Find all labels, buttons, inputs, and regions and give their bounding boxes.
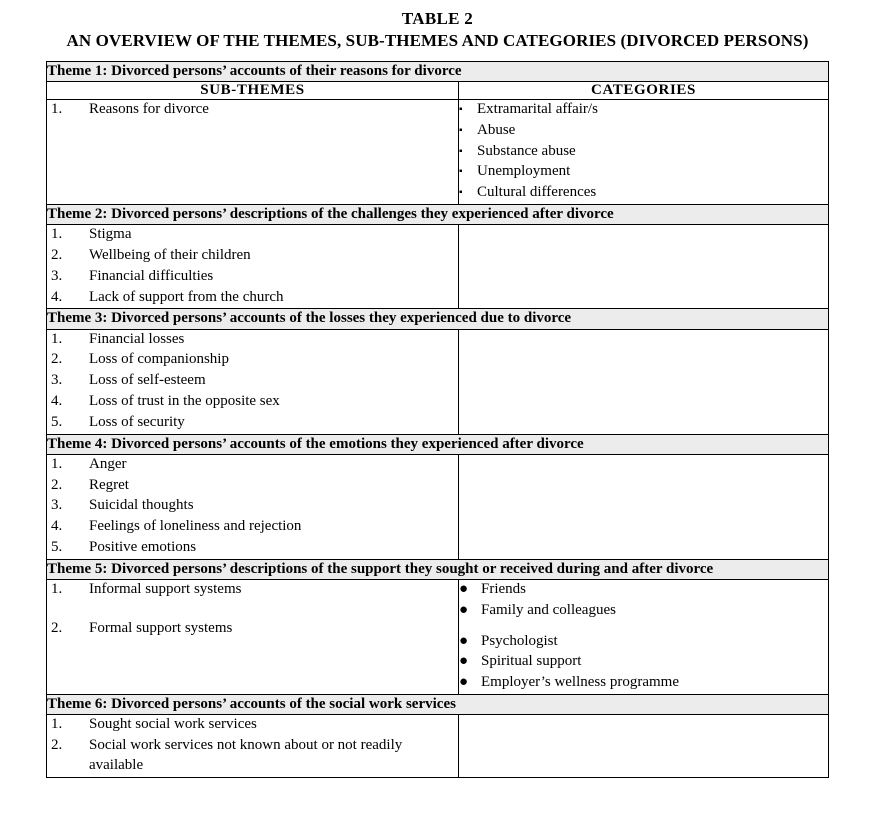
item-label: Spiritual support xyxy=(480,653,582,670)
categories-cell-6 xyxy=(458,715,828,777)
item-number: 2. xyxy=(50,736,63,753)
item-label: Wellbeing of their children xyxy=(88,247,251,264)
theme-heading-6: Theme 6: Divorced persons’ accounts of the social work services xyxy=(46,694,828,714)
categories-cell-1 xyxy=(458,100,828,205)
list-item xyxy=(47,496,458,517)
table-row xyxy=(46,225,828,309)
square-bullet-icon: ▪ xyxy=(458,145,463,157)
round-bullet-icon: ● xyxy=(458,653,469,670)
table-row xyxy=(46,715,828,777)
item-label: Formal support systems xyxy=(88,619,233,636)
item-label: Psychologist xyxy=(480,632,558,649)
sub-themes-cell-1 xyxy=(46,100,458,205)
square-bullet-icon: ▪ xyxy=(458,124,463,136)
categories-cell-3 xyxy=(458,329,828,434)
column-header-categories: CATEGORIES xyxy=(458,82,828,100)
list-item xyxy=(47,476,458,497)
sub-theme-list-3 xyxy=(47,330,458,434)
item-label: Extramarital affair/s xyxy=(476,101,598,118)
item-number: 1. xyxy=(50,455,63,472)
item-label: Loss of trust in the opposite sex xyxy=(88,393,280,409)
sub-themes-cell-2 xyxy=(46,225,458,309)
item-number: 4. xyxy=(50,393,63,409)
table-row xyxy=(46,309,828,329)
item-label: Reasons for divorce xyxy=(88,101,209,118)
list-item xyxy=(47,517,458,538)
item-label: Lack of support from the church xyxy=(88,288,284,305)
table-row xyxy=(46,100,828,205)
theme-heading-1: Theme 1: Divorced persons’ accounts of their reasons for divorce xyxy=(46,61,828,81)
theme-heading-4: Theme 4: Divorced persons’ accounts of the emotions they experienced after divorce xyxy=(46,434,828,454)
column-header-sub-themes: SUB-THEMES xyxy=(46,82,458,100)
list-item xyxy=(47,580,458,601)
category-group-informal xyxy=(459,580,828,622)
table-row xyxy=(46,205,828,225)
sub-theme-list-6 xyxy=(47,715,458,776)
item-number: 1. xyxy=(50,716,63,733)
table-row xyxy=(46,61,828,81)
item-number: 1. xyxy=(50,330,63,347)
list-item xyxy=(47,100,458,121)
list-item xyxy=(47,267,458,288)
round-bullet-icon: ● xyxy=(458,632,469,649)
list-item xyxy=(47,225,458,246)
square-bullet-icon: ▪ xyxy=(458,187,463,199)
sub-theme-list-1 xyxy=(47,100,458,121)
sub-themes-cell-6 xyxy=(46,715,458,777)
list-item xyxy=(47,371,458,392)
categories-cell-2 xyxy=(458,225,828,309)
list-item xyxy=(459,183,828,204)
sub-themes-cell-5 xyxy=(46,579,458,694)
sub-themes-cell-3 xyxy=(46,329,458,434)
item-number: 5. xyxy=(50,538,63,555)
list-item xyxy=(459,162,828,183)
item-number: 1. xyxy=(50,101,63,118)
item-number: 1. xyxy=(50,226,63,243)
list-item xyxy=(47,392,458,413)
page-title xyxy=(12,8,863,53)
spacer xyxy=(47,601,458,619)
table-row xyxy=(46,454,828,559)
item-label: Financial difficulties xyxy=(88,267,214,284)
category-list-1 xyxy=(459,100,828,204)
list-item xyxy=(47,538,458,559)
categories-cell-5 xyxy=(458,579,828,694)
list-item xyxy=(47,455,458,476)
round-bullet-icon: ● xyxy=(458,580,469,597)
item-label: Social work services not known about or not readily available xyxy=(88,736,403,773)
theme-heading-3: Theme 3: Divorced persons’ accounts of the losses they experienced due to divorce xyxy=(46,309,828,329)
item-number: 2. xyxy=(50,247,63,264)
item-number: 2. xyxy=(50,619,63,636)
item-number: 1. xyxy=(50,580,63,597)
table-row xyxy=(46,82,828,100)
table-row xyxy=(46,579,828,694)
list-item xyxy=(47,736,458,777)
table-row xyxy=(46,329,828,434)
item-label: Employer’s wellness programme xyxy=(480,674,679,691)
round-bullet-icon: ● xyxy=(458,674,469,691)
spacer xyxy=(459,622,828,632)
item-label: Positive emotions xyxy=(88,538,197,555)
item-label: Family and colleagues xyxy=(480,601,616,618)
item-label: Informal support systems xyxy=(88,580,242,597)
item-label: Unemployment xyxy=(476,163,571,180)
square-bullet-icon: ▪ xyxy=(458,166,463,178)
table-row xyxy=(46,694,828,714)
item-label: Suicidal thoughts xyxy=(88,497,194,514)
sub-theme-list-5b xyxy=(47,619,458,640)
themes-table xyxy=(46,61,829,778)
list-item xyxy=(459,121,828,142)
list-item xyxy=(47,246,458,267)
list-item xyxy=(459,673,828,694)
item-label: Loss of self-esteem xyxy=(88,372,206,389)
item-label: Loss of security xyxy=(88,413,185,430)
item-number: 2. xyxy=(50,476,63,493)
item-number: 5. xyxy=(50,413,63,430)
sub-theme-list-4 xyxy=(47,455,458,559)
table-row xyxy=(46,559,828,579)
item-label: Substance abuse xyxy=(476,142,576,159)
list-item xyxy=(47,330,458,351)
list-item xyxy=(459,580,828,601)
item-label: Stigma xyxy=(88,226,132,243)
item-label: Regret xyxy=(88,476,129,493)
list-item xyxy=(459,142,828,163)
item-number: 2. xyxy=(50,351,63,368)
table-row xyxy=(46,434,828,454)
item-label: Loss of companionship xyxy=(88,351,229,368)
item-number: 3. xyxy=(50,267,63,284)
sub-themes-cell-4 xyxy=(46,454,458,559)
square-bullet-icon: ▪ xyxy=(458,104,463,116)
list-item xyxy=(47,619,458,640)
list-item xyxy=(459,652,828,673)
table-label: TABLE 2 xyxy=(401,9,474,28)
theme-heading-2: Theme 2: Divorced persons’ descriptions of the challenges they experienced after divorce xyxy=(46,205,828,225)
item-number: 3. xyxy=(50,497,63,514)
item-number: 3. xyxy=(50,372,63,389)
round-bullet-icon: ● xyxy=(458,601,469,618)
list-item xyxy=(47,350,458,371)
item-label: Sought social work services xyxy=(88,716,257,733)
list-item xyxy=(47,715,458,736)
item-label: Financial losses xyxy=(88,330,185,347)
sub-theme-list-2 xyxy=(47,225,458,308)
list-item xyxy=(47,413,458,434)
item-label: Friends xyxy=(480,580,526,597)
table-title: AN OVERVIEW OF THE THEMES, SUB-THEMES AND CATEGORIES (DIVORCED PERSONS) xyxy=(66,31,809,51)
list-item xyxy=(459,601,828,622)
theme-heading-5: Theme 5: Divorced persons’ descriptions of the support they sought or received during and after divorce xyxy=(46,559,828,579)
item-number: 4. xyxy=(50,518,63,535)
list-item xyxy=(47,288,458,309)
list-item xyxy=(459,632,828,653)
category-group-formal xyxy=(459,632,828,694)
item-number: 4. xyxy=(50,288,63,305)
item-label: Cultural differences xyxy=(476,184,597,201)
list-item xyxy=(459,100,828,121)
item-label: Abuse xyxy=(476,121,516,138)
sub-theme-list-5 xyxy=(47,580,458,601)
item-label: Feelings of loneliness and rejection xyxy=(88,518,302,535)
item-label: Anger xyxy=(88,455,127,472)
categories-cell-4 xyxy=(458,454,828,559)
